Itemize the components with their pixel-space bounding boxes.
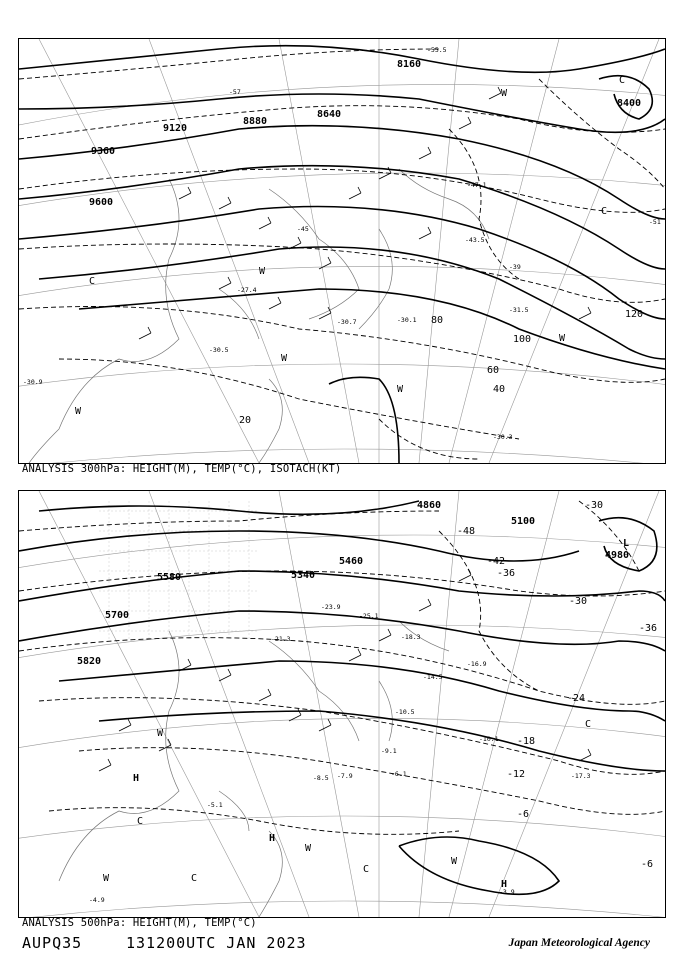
cold-symbol: C (585, 719, 592, 730)
isotherm-label: -30 (569, 596, 588, 607)
cold-symbol: C (191, 873, 198, 884)
height-label: 4860 (417, 500, 442, 511)
height-label: 9120 (163, 123, 188, 134)
valid-time: 131200UTC JAN 2023 (126, 934, 307, 952)
station-temp: -10.5 (395, 708, 415, 716)
warm-symbol: W (259, 266, 266, 277)
isotach-label: 60 (487, 365, 500, 376)
temp-label: -27.4 (237, 286, 257, 294)
temp-label: -57 (229, 88, 241, 96)
warm-symbol: W (103, 873, 110, 884)
warm-symbol: W (157, 728, 164, 739)
temp-label: -51 (649, 218, 661, 226)
station-temp: -25.1 (359, 612, 379, 620)
warm-symbol: W (397, 384, 404, 395)
isotherm-label: -48 (457, 526, 476, 537)
station-temp: -17.3 (571, 772, 591, 780)
chart-footer (22, 934, 658, 956)
map-panel-500hpa (18, 490, 666, 918)
high-symbol: H (269, 833, 276, 844)
isotherm-label: -36 (497, 568, 516, 579)
height-label: 4980 (605, 550, 630, 561)
height-label: 9360 (91, 146, 116, 157)
isotach-label: 120 (625, 309, 644, 320)
isotach-label: 40 (493, 384, 506, 395)
temp-label: -47.1 (467, 181, 487, 189)
temp-label: -30.1 (397, 316, 417, 324)
isotherm-label: -36 (639, 623, 658, 634)
isotherms-300 (19, 49, 665, 459)
temp-label: -30.5 (209, 346, 229, 354)
height-label: 8160 (397, 59, 422, 70)
isotherm-label: -6 (641, 859, 654, 870)
height-label: 5460 (339, 556, 364, 567)
isotach-labels-300 (239, 309, 643, 426)
coastlines-300 (29, 169, 489, 463)
station-temp: -6.1 (391, 770, 407, 778)
station-temp: -10.1 (479, 735, 499, 743)
station-temp: -3.9 (499, 888, 515, 896)
height-label: 8640 (317, 109, 342, 120)
temp-label: -55.5 (427, 46, 447, 54)
warm-symbol: W (451, 856, 458, 867)
height-label: 5700 (105, 610, 130, 621)
isotach-label: 80 (431, 315, 444, 326)
station-temp: -7.9 (337, 772, 353, 780)
temp-label: -30.9 (23, 378, 43, 386)
isotherm-label: -24 (567, 693, 586, 704)
cold-symbol: C (137, 816, 144, 827)
warm-symbol: W (281, 353, 288, 364)
isotherm-label: -18 (517, 736, 536, 747)
agency-name: Japan Meteorological Agency (508, 937, 650, 949)
warm-symbol: W (559, 333, 566, 344)
station-temps-500 (89, 603, 591, 904)
station-temp: -16.9 (467, 660, 487, 668)
panel-caption-300hpa: ANALYSIS 300hPa: HEIGHT(M), TEMP(°C), ISOTACH(KT) (22, 463, 342, 475)
temp-label: -30.3 (493, 433, 513, 441)
warm-symbol: W (305, 843, 312, 854)
station-temp: -18.3 (401, 633, 421, 641)
cold-symbol: C (601, 206, 608, 217)
high-symbol: H (133, 773, 140, 784)
high-symbol: H (501, 879, 508, 890)
temp-labels-300 (23, 46, 661, 441)
station-temp: -8.5 (313, 774, 329, 782)
station-temp: -14.5 (423, 673, 443, 681)
temp-label: -30.7 (337, 318, 357, 326)
wind-barbs-300 (139, 87, 591, 339)
map-panel-300hpa (18, 38, 666, 464)
map-300hpa-svg (19, 39, 665, 463)
isotach-label: 100 (513, 334, 532, 345)
station-temp: -4.9 (89, 896, 105, 904)
isotherm-label: -12 (507, 769, 526, 780)
height-labels-500 (77, 500, 629, 667)
isotherm-label: -42 (487, 556, 506, 567)
height-label: 5340 (291, 570, 316, 581)
isotherm-label: -30 (585, 500, 604, 511)
station-temp: -5.1 (207, 801, 223, 809)
height-label: 5820 (77, 656, 102, 667)
warm-symbol: W (75, 406, 82, 417)
warm-symbol: W (501, 88, 508, 99)
map-500hpa-svg (19, 491, 665, 917)
station-temp: -21.3 (271, 635, 291, 643)
temp-label: -45 (297, 225, 309, 233)
height-label: 5100 (511, 516, 536, 527)
panel-caption-500hpa: ANALYSIS 500hPa: HEIGHT(M), TEMP(°C) (22, 917, 257, 929)
cold-symbol: C (619, 75, 626, 86)
temp-label: -39 (509, 263, 521, 271)
station-temp: -23.9 (321, 603, 341, 611)
isotherm-label: -6 (517, 809, 530, 820)
low-symbol: L (623, 538, 630, 549)
temp-label: -43.5 (465, 236, 485, 244)
cold-symbol: C (89, 276, 96, 287)
height-label: 8400 (617, 98, 642, 109)
isotach-label: 20 (239, 415, 252, 426)
station-temp: -9.1 (381, 747, 397, 755)
chart-code: AUPQ35 (22, 934, 83, 952)
height-label: 5580 (157, 572, 182, 583)
temp-label: -31.5 (509, 306, 529, 314)
height-label: 9600 (89, 197, 114, 208)
coastlines-500 (59, 621, 449, 917)
height-label: 8880 (243, 116, 268, 127)
cold-symbol: C (363, 864, 370, 875)
